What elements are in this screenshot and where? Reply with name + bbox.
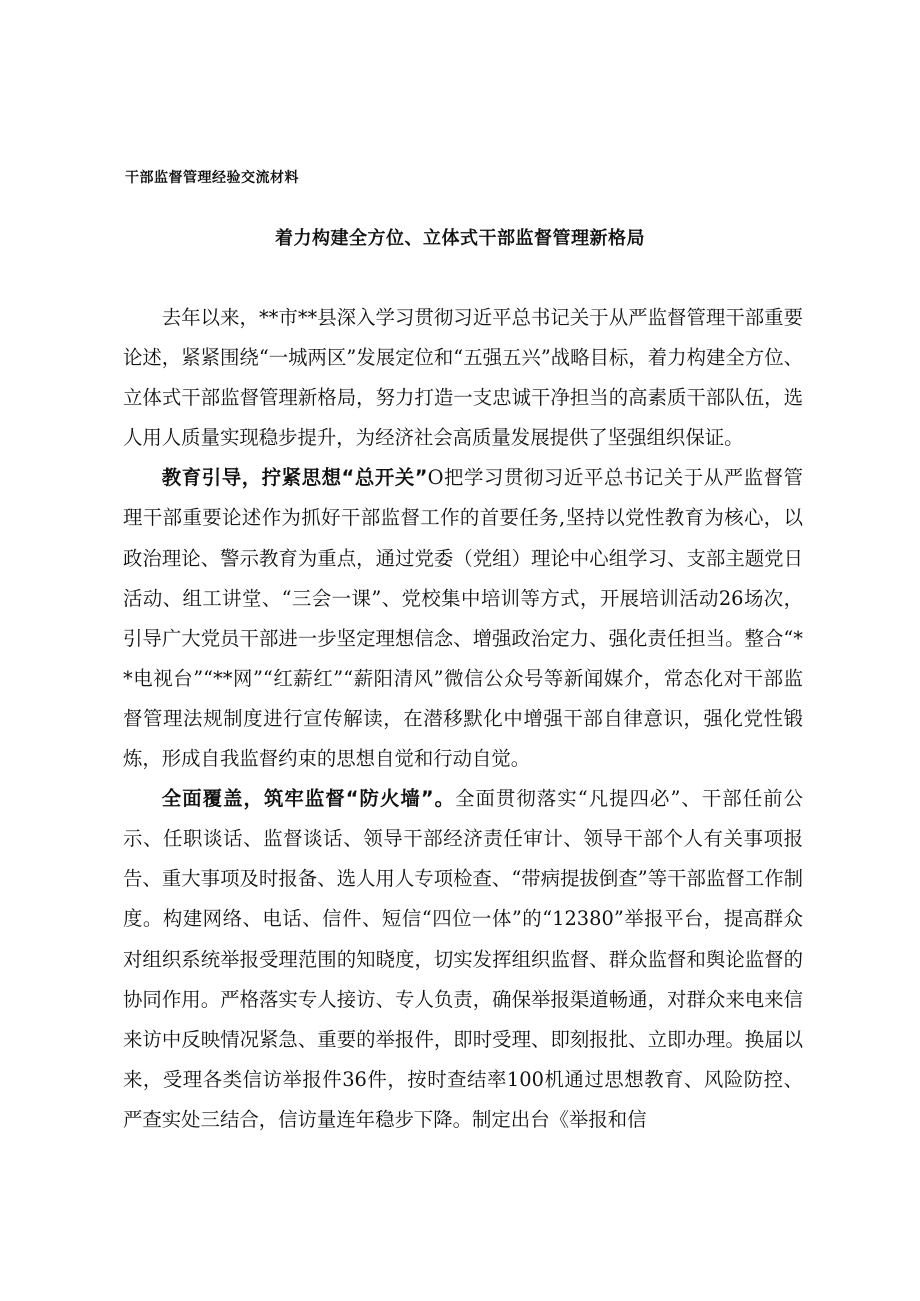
paragraph-lead: 教育引导，拧紧思想“总开关” [161,466,428,490]
paragraph-text: O把学习贯彻习近平总书记关于从严监督管理干部重要论述作为抓好干部监督工作的首要任务,坚持以党性教育为核心，以政治理论、警示教育为重点，通过党委（党组）理论中心组学习、支部主题党日活动、组工讲堂、“三会一课”、党校集中培训等方式，开展培训活动26场次，引导广大党员干部进一步坚定理想信念、增强政治定力、强化责任担当。整合“**电视台”“**网”“红薪红”“薪阳清风”微信公众号等新闻媒介，常态化对干部监督管理法规制度进行宣传解读，在潜移默化中增强干部自律意识，强化党性锻炼，形成自我监督约束的思想自觉和行动自觉。 [123,466,803,771]
paragraph-text: 去年以来，**市**县深入学习贯彻习近平总书记关于从严监督管理干部重要论述，紧紧围绕“一城两区”发展定位和“五强五兴”战略目标，着力构建全方位、立体式干部监督管理新格局，努力打造一支忠诚干净担当的高素质干部队伍，选人用人质量实现稳步提升，为经济社会高质量发展提供了坚强组织保证。 [123,306,803,450]
paragraph-intro [123,298,803,458]
document-body [123,298,803,1140]
document-label: 干部监督管理经验交流材料 [125,170,299,186]
paragraph-education [123,458,803,779]
document-title: 着力构建全方位、立体式干部监督管理新格局 [275,228,645,249]
paragraph-text: 全面贯彻落实“凡提四必”、干部任前公示、任职谈话、监督谈话、领导干部经济责任审计、领导干部个人有关事项报告、重大事项及时报备、选人用人专项检查、“带病提拔倒查”等干部监督工作制度。构建网络、电话、信件、短信“四位一体”的“12380”举报平台，提高群众对组织系统举报受理范围的知晓度，切实发挥组织监督、群众监督和舆论监督的协同作用。严格落实专人接访、专人负责，确保举报渠道畅通，对群众来电来信来访中反映情况紧急、重要的举报件，即时受理、即刻报批、立即办理。换届以来，受理各类信访举报件36件，按时查结率100机通过思想教育、风险防控、严查实处三结合，信访量连年稳步下降。制定出台《举报和信 [123,787,803,1131]
paragraph-lead: 全面覆盖，筑牢监督“防火墙”。 [161,787,456,811]
paragraph-coverage [123,779,803,1140]
